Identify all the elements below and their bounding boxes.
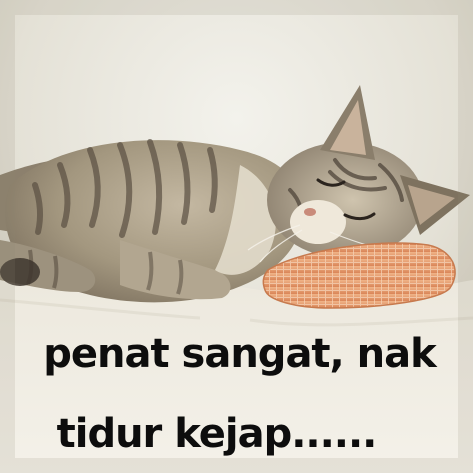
caption-line-1: penat sangat, nak (43, 331, 436, 377)
caption-line-2: tidur kejap...... (56, 411, 377, 457)
